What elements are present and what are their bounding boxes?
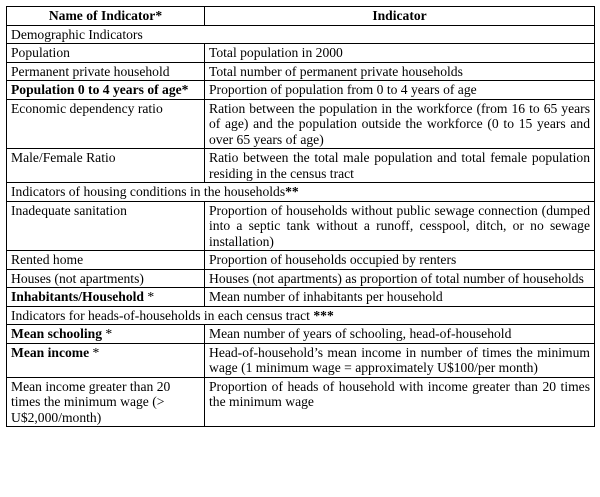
indicator-name: Population — [11, 45, 70, 60]
indicator-name-cell — [7, 99, 205, 149]
indicator-name-cell — [7, 251, 205, 270]
indicator-description: Proportion of population from 0 to 4 years of age — [205, 81, 595, 100]
indicator-description: Proportion of households without public sewage connection (dumped into a septic tank without a runoff, cesspool, ditch, or no sewage installation) — [205, 201, 595, 251]
indicator-name-cell — [7, 44, 205, 63]
table-row — [7, 269, 595, 288]
indicator-name: Male/Female Ratio — [11, 150, 116, 165]
table-row — [7, 251, 595, 270]
table-row — [7, 325, 595, 344]
indicator-name-marker: * — [143, 289, 155, 304]
indicator-description: Proportion of households occupied by renters — [205, 251, 595, 270]
section-heading-text: Indicators of housing conditions in the households — [11, 184, 286, 199]
section-footnote-marker: *** — [313, 307, 334, 323]
indicator-name-marker: * — [89, 344, 100, 360]
indicator-name: Mean income — [11, 344, 90, 360]
indicator-name: Population 0 to 4 years of age* — [11, 82, 189, 97]
indicator-name-cell — [7, 377, 205, 427]
table-header-row — [7, 7, 595, 26]
indicator-name-cell — [7, 288, 205, 307]
indicator-name-cell — [7, 201, 205, 251]
indicator-name: Inhabitants/Household — [11, 289, 144, 304]
section-heading — [7, 306, 595, 325]
indicator-name-marker: * — [102, 326, 113, 341]
section-heading-text: Indicators for heads-of-households in each census tract — [11, 307, 314, 323]
section-row — [7, 25, 595, 44]
table-row — [7, 343, 595, 377]
section-heading — [7, 25, 595, 44]
table-row — [7, 149, 595, 183]
indicator-description: Ratio between the total male population and total female population residing in the census tract — [205, 149, 595, 183]
table-row — [7, 81, 595, 100]
indicator-name: Inadequate sanitation — [11, 202, 127, 218]
indicator-name: Houses (not apartments) — [11, 270, 144, 286]
indicator-name-cell — [7, 269, 205, 288]
indicator-name-cell — [7, 81, 205, 100]
indicator-description: Head-of-household’s mean income in number of times the minimum wage (1 minimum wage = approximately U$100/per month) — [205, 343, 595, 377]
indicator-description: Total number of permanent private households — [205, 62, 595, 81]
indicator-description: Houses (not apartments) as proportion of total number of households — [205, 269, 595, 288]
section-footnote-marker: ** — [285, 184, 299, 199]
indicator-name-cell — [7, 325, 205, 344]
table-row — [7, 377, 595, 427]
section-heading — [7, 183, 595, 202]
indicator-description: Total population in 2000 — [205, 44, 595, 63]
table-body — [7, 25, 595, 427]
indicator-description: Ration between the population in the workforce (from 16 to 65 years of age) and the population outside the workforce (0 to 15 years and over 65 years of age) — [205, 99, 595, 149]
indicator-name-cell — [7, 62, 205, 81]
indicator-name-cell — [7, 149, 205, 183]
section-row — [7, 306, 595, 325]
section-heading-text: Demographic Indicators — [11, 26, 143, 42]
indicator-name: Economic dependency ratio — [11, 100, 163, 116]
header-name-of-indicator: Name of Indicator* — [7, 7, 205, 26]
section-row — [7, 183, 595, 202]
table-row — [7, 44, 595, 63]
indicator-description: Mean number of inhabitants per household — [205, 288, 595, 307]
indicator-description: Proportion of heads of household with income greater than 20 times the minimum wage — [205, 377, 595, 427]
indicator-name: Rented home — [11, 252, 84, 267]
indicator-name: Mean income greater than 20 times the minimum wage (> U$2,000/month) — [11, 378, 171, 425]
indicator-name: Permanent private household — [11, 63, 170, 79]
indicator-description: Mean number of years of schooling, head-of-household — [205, 325, 595, 344]
table-row — [7, 288, 595, 307]
table-row — [7, 99, 595, 149]
document-page — [6, 6, 595, 427]
indicator-table — [6, 6, 595, 427]
indicator-name: Mean schooling — [11, 326, 103, 341]
table-row — [7, 201, 595, 251]
indicator-name-cell — [7, 343, 205, 377]
table-row — [7, 62, 595, 81]
header-indicator: Indicator — [205, 7, 595, 26]
